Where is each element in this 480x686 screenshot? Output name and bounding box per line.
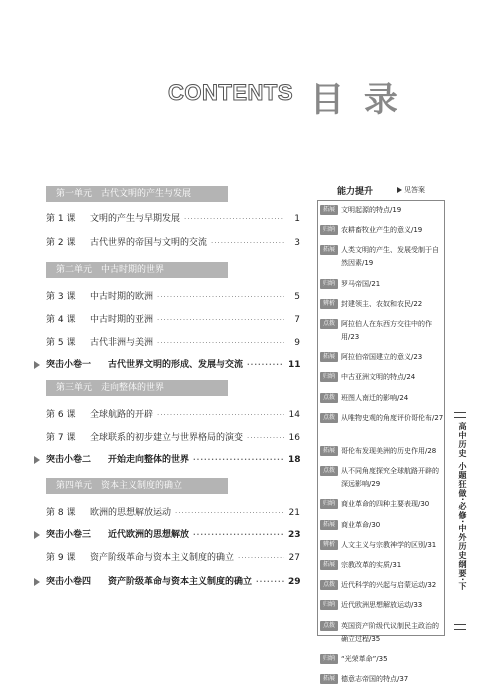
item-tag-badge: 归纳: [320, 499, 338, 509]
lesson-title: 欧洲的思想解放运动: [90, 508, 172, 518]
item-tag-badge: 点拨: [320, 466, 338, 476]
dot-leader: [247, 431, 284, 445]
ability-heading: 能力提升: [337, 187, 374, 197]
ability-item[interactable]: [320, 204, 444, 217]
lesson-title: 全球航路的开辟: [90, 410, 154, 420]
lesson-number: 第 9 课: [46, 553, 76, 563]
item-text: 文明起源的特点/19: [341, 206, 402, 214]
lesson-title: 中古时期的欧洲: [90, 292, 154, 302]
ability-item[interactable]: [320, 620, 444, 646]
item-text: 从不同角度探究全球航路开辟的深远影响/29: [341, 467, 439, 489]
ability-item[interactable]: [320, 412, 444, 425]
lesson-number: 第 3 课: [46, 292, 76, 302]
dot-leader: [175, 506, 284, 520]
item-text: 班图人南迁的影响/24: [341, 393, 409, 402]
page-number: 27: [288, 553, 300, 563]
item-text: 商业革命/30: [341, 520, 381, 529]
mulu-title: 目 录: [310, 80, 402, 120]
toc-lesson-entry[interactable]: [46, 506, 300, 520]
side-tab: [452, 412, 468, 630]
toc-breakthrough-entry[interactable]: [46, 358, 300, 372]
item-text: 中古亚洲文明的特点/24: [341, 373, 416, 382]
item-text: 人文主义与宗教神学的区别/31: [341, 540, 437, 549]
unit-heading: 第一单元 古代文明的产生与发展: [46, 186, 228, 202]
item-tag-badge: 拓展: [320, 245, 338, 255]
lesson-number: 第 1 课: [46, 214, 76, 224]
side-divider: [454, 624, 466, 630]
page-number: 1: [294, 214, 300, 224]
item-text: 哥伦布发现美洲的历史作用/28: [341, 447, 437, 455]
page-number: 11: [288, 360, 301, 370]
triangle-icon: [34, 361, 40, 369]
dot-leader: [157, 336, 284, 350]
dot-leader: [238, 551, 284, 565]
item-text: 宗教改革的实质/31: [341, 561, 402, 569]
page-number: 21: [288, 508, 300, 518]
ability-item[interactable]: [320, 673, 444, 686]
ability-item[interactable]: [320, 539, 444, 552]
ability-item[interactable]: [320, 579, 444, 592]
dot-leader: [193, 453, 284, 467]
lesson-title: 开始走向整体的世界: [108, 455, 190, 465]
lesson-title: 古代世界的帝国与文明的交流: [90, 238, 208, 248]
ability-item[interactable]: [320, 653, 444, 666]
ability-item[interactable]: [320, 392, 444, 405]
item-tag-badge: 拓展: [320, 560, 338, 570]
see-answer-label: 见答案: [404, 186, 425, 194]
toc-breakthrough-entry[interactable]: [46, 575, 300, 589]
page-number: 5: [294, 292, 300, 302]
toc-lesson-entry[interactable]: [46, 551, 300, 565]
item-text: 德意志帝国的特点/37: [341, 675, 409, 683]
lesson-number: 第 7 课: [46, 433, 76, 443]
ability-item[interactable]: [320, 599, 444, 612]
triangle-icon: [34, 456, 40, 464]
lesson-number: 第 2 课: [46, 238, 76, 248]
see-answer-note: [397, 185, 425, 195]
item-tag-badge: 点拨: [320, 393, 338, 403]
item-text: 封建领主、农奴和农民/22: [341, 299, 423, 308]
toc-breakthrough-entry[interactable]: [46, 453, 300, 467]
triangle-icon: [34, 531, 40, 539]
side-divider: [454, 412, 466, 418]
ability-item[interactable]: [320, 465, 444, 491]
ability-item[interactable]: [320, 559, 444, 572]
lesson-number: 第 8 课: [46, 508, 76, 518]
toc-lesson-entry[interactable]: [46, 431, 300, 445]
item-tag-badge: 归纳: [320, 654, 338, 664]
toc-lesson-entry[interactable]: [46, 313, 300, 327]
page-number: 7: [294, 315, 300, 325]
lesson-number: 突击小卷二: [46, 455, 92, 465]
toc-lesson-entry[interactable]: [46, 212, 300, 226]
ability-item[interactable]: [320, 351, 444, 364]
dot-leader: [157, 290, 284, 304]
item-tag-badge: 归纳: [320, 279, 338, 289]
item-text: 人类文明的产生、发展受制于自然因素/19: [341, 246, 439, 268]
toc-lesson-entry[interactable]: [46, 336, 300, 350]
item-text: 从唯物史观的角度评价哥伦布/27: [341, 413, 444, 422]
dot-leader: [157, 408, 284, 422]
toc-lesson-entry[interactable]: [46, 236, 300, 250]
lesson-title: 中古时期的亚洲: [90, 315, 154, 325]
contents-title: CONTENTS: [168, 80, 293, 105]
item-tag-badge: 辨析: [320, 299, 338, 309]
dot-leader: [193, 528, 284, 542]
unit-heading: 第三单元 走向整体的世界: [46, 380, 228, 396]
lesson-title: 资产阶级革命与资本主义制度的确立: [108, 577, 253, 587]
ability-item[interactable]: [320, 519, 444, 532]
item-tag-badge: 点拨: [320, 621, 338, 631]
dot-leader: [247, 358, 284, 372]
ability-item[interactable]: [320, 298, 444, 311]
item-tag-badge: 点拨: [320, 319, 338, 329]
item-text: 农耕畜牧业产生的意义/19: [341, 226, 423, 235]
ability-item[interactable]: [320, 498, 444, 511]
item-text: 罗马帝国/21: [341, 279, 381, 288]
lesson-number: 突击小卷四: [46, 577, 92, 587]
item-text: 英国资产阶级代议制民主政治的确立过程/35: [341, 621, 439, 643]
page-number: 18: [288, 455, 301, 465]
triangle-icon: [397, 187, 402, 193]
page-number: 3: [294, 238, 300, 248]
lesson-number: 突击小卷一: [46, 360, 92, 370]
toc-lesson-entry[interactable]: [46, 408, 300, 422]
item-tag-badge: 归纳: [320, 372, 338, 382]
lesson-number: 第 5 课: [46, 338, 76, 348]
item-tag-badge: 拓展: [320, 205, 338, 215]
item-tag-badge: 归纳: [320, 225, 338, 235]
toc-breakthrough-entry[interactable]: [46, 528, 300, 542]
item-tag-badge: 拓展: [320, 446, 338, 456]
ability-item[interactable]: [320, 224, 444, 237]
unit-heading: 第二单元 中古时期的世界: [46, 262, 228, 278]
item-tag-badge: 拓展: [320, 520, 338, 530]
ability-list: [317, 200, 445, 683]
page-number: 16: [288, 433, 300, 443]
lesson-number: 突击小卷三: [46, 530, 92, 540]
ability-item[interactable]: [320, 445, 444, 458]
unit-heading: 第四单元 资本主义制度的确立: [46, 478, 228, 494]
dot-leader: [157, 313, 284, 327]
item-tag-badge: 归纳: [320, 600, 338, 610]
side-series-title: 高中历史 小题狂做·必修·中外历史纲要·下: [458, 422, 467, 591]
toc-lesson-entry[interactable]: [46, 290, 300, 304]
ability-item[interactable]: [320, 371, 444, 384]
item-text: “光荣革命”/35: [341, 654, 388, 663]
lesson-title: 资产阶级革命与资本主义制度的确立: [90, 553, 235, 563]
page-number: 29: [288, 577, 301, 587]
lesson-title: 全球联系的初步建立与世界格局的演变: [90, 433, 244, 443]
dot-leader: [256, 575, 284, 589]
item-tag-badge: 点拨: [320, 580, 338, 590]
lesson-number: 第 4 课: [46, 315, 76, 325]
item-tag-badge: 点拨: [320, 413, 338, 423]
triangle-icon: [34, 578, 40, 586]
ability-item[interactable]: [320, 318, 444, 344]
ability-item[interactable]: [320, 244, 444, 270]
lesson-number: 第 6 课: [46, 410, 76, 420]
lesson-title: 古代世界文明的形成、发展与交流: [108, 360, 244, 370]
item-tag-badge: 拓展: [320, 352, 338, 362]
ability-item[interactable]: [320, 278, 444, 291]
item-tag-badge: 拓展: [320, 674, 338, 684]
item-text: 近代科学的兴起与启蒙运动/32: [341, 581, 437, 590]
page-number: 23: [288, 530, 301, 540]
item-text: 阿拉伯帝国建立的意义/23: [341, 353, 423, 362]
item-text: 商业革命的四种主要表现/30: [341, 500, 430, 509]
item-tag-badge: 辨析: [320, 540, 338, 550]
page-number: 9: [294, 338, 300, 348]
dot-leader: [184, 212, 284, 226]
item-text: 阿拉伯人在东西方交往中的作用/23: [341, 320, 432, 341]
page-number: 14: [288, 410, 300, 420]
lesson-title: 古代非洲与美洲: [90, 338, 154, 348]
lesson-title: 近代欧洲的思想解放: [108, 530, 190, 540]
dot-leader: [211, 236, 284, 250]
lesson-title: 文明的产生与早期发展: [90, 214, 181, 224]
item-text: 近代欧洲思想解放运动/33: [341, 601, 423, 610]
